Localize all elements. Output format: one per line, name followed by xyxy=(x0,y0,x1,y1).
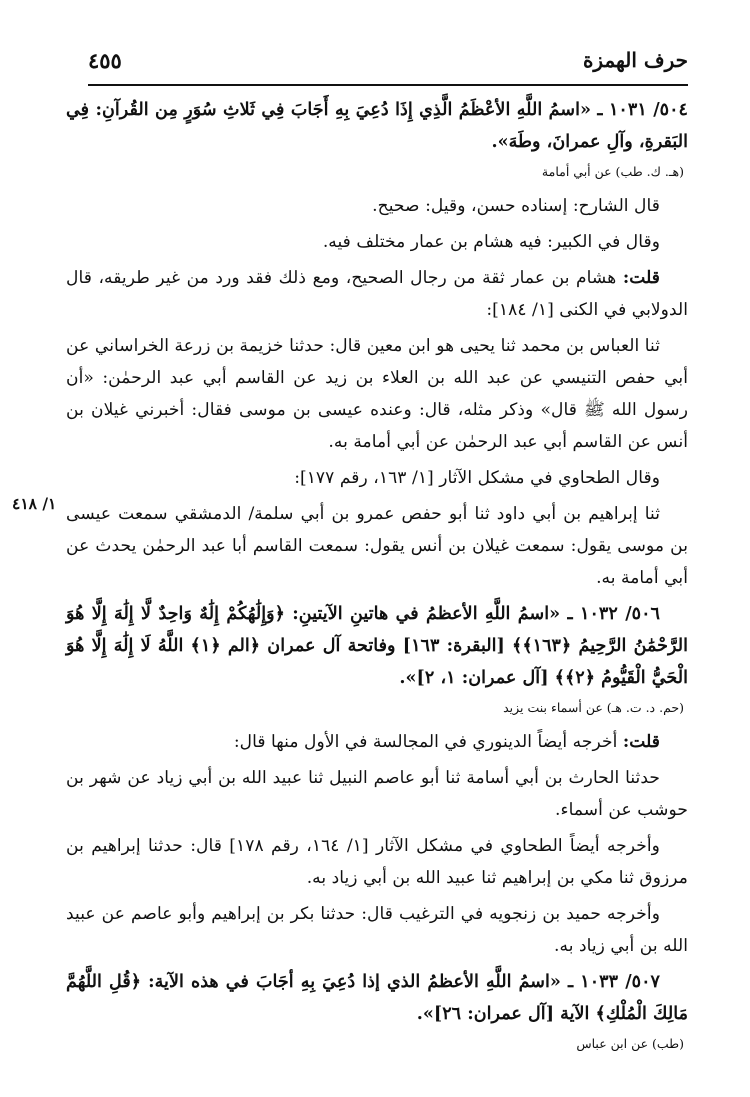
hadith-source: (حم. د. ت. هـ) عن أسماء بنت يزيد xyxy=(503,700,684,715)
commentary-paragraph: ثنا العباس بن محمد ثنا يحيى هو ابن معين قال: حدثنا خزيمة بن زرعة الخراساني عن أبي حفص التنيسي عن عبد الله بن العلاء بن زيد عن القاسم أبي عبد الرحمٰن: «أن رسول الله ﷺ قال» وذكر مثله، قال: وعنده عيسى بن موسى فقال: أخبرني غيلان بن أنس عن القاسم أبي عبد الرحمٰن عن أبي أمامة به. xyxy=(66,336,688,452)
qult-label: قلت: xyxy=(622,268,660,288)
header-title: حرف الهمزة xyxy=(582,48,688,72)
commentary-paragraph xyxy=(66,726,688,758)
margin-volume-page-ref: ١/ ٤١٨ xyxy=(12,494,57,513)
hadith-source: (طب) عن ابن عباس xyxy=(576,1036,684,1051)
paragraph-text: أخرجه أيضاً الدينوري في المجالسة في الأول منها قال: xyxy=(233,732,623,752)
paragraph-text: هشام بن عمار ثقة من رجال الصحيح، ومع ذلك فقد ورد من غير طريقه، قال الدولابي في الكنى [١/ ١٨٤]: xyxy=(66,268,688,320)
commentary-paragraph xyxy=(66,262,688,326)
hadith-text: ٥٠٤/ ١٠٣١ ـ «اسمُ اللَّهِ الأعْظَمُ الَّذِي إِذَا دُعِيَ بِهِ أَجَابَ فِي ثَلاثِ سُوَرٍ مِن القُرآنِ: فِي البَقرةِ، وآلِ عمرانَ، وطَهَ». xyxy=(66,99,688,152)
running-header xyxy=(88,40,688,86)
commentary-paragraph: وأخرجه أيضاً الطحاوي في مشكل الآثار [١/ ١٦٤، رقم ١٧٨] قال: حدثنا إبراهيم بن مرزوق ثنا مكي بن إبراهيم ثنا عبيد الله بن أبي زياد به. xyxy=(66,836,688,888)
commentary-paragraph: وقال الطحاوي في مشكل الآثار [١/ ١٦٣، رقم ١٧٧]: xyxy=(294,468,660,488)
commentary-paragraph: قال الشارح: إسناده حسن، وقيل: صحيح. xyxy=(372,196,660,216)
hadith-text: ٥٠٦/ ١٠٣٢ ـ «اسمُ اللَّهِ الأعظمُ في هاتينِ الآيتينِ: ﴿وَإِلَٰهُكُمْ إِلَٰهٌ وَاحِدٌ لَّا إِلَٰهَ إِلَّا هُوَ الرَّحْمَٰنُ الرَّحِيمُ ﴿١٦٣﴾﴾ [البقرة: ١٦٣] وفاتحة آل عمران ﴿الم ﴿١﴾ اللَّهُ لَا إِلَٰهَ إِلَّا هُوَ الْحَيُّ الْقَيُّومُ ﴿٢﴾﴾ [آل عمران: ١، ٢]». xyxy=(66,603,688,688)
commentary-paragraph: وقال في الكبير: فيه هشام بن عمار مختلف فيه. xyxy=(322,232,660,252)
page-body xyxy=(66,92,688,1062)
page-number: ٤٥٥ xyxy=(88,48,122,73)
hadith-text: ٥٠٧/ ١٠٣٣ ـ «اسمُ اللَّهِ الأعظمُ الذي إذا دُعِيَ بِهِ أجَابَ في هذه الآية: ﴿قُلِ اللَّهُمَّ مَالِكَ الْمُلْكِ﴾ الآية [آل عمران: ٢٦]». xyxy=(66,971,688,1024)
commentary-paragraph: وأخرجه حميد بن زنجويه في الترغيب قال: حدثنا بكر بن إبراهيم وأبو عاصم عن عبيد الله بن أبي زياد به. xyxy=(66,904,688,956)
commentary-paragraph: ثنا إبراهيم بن أبي داود ثنا أبو حفص عمرو بن أبي سلمة/ الدمشقي سمعت عيسى بن موسى يقول: سمعت غيلان بن أنس يقول: سمعت القاسم أبا عبد الرحمٰن يحدث عن أبي أمامة به. xyxy=(66,504,688,588)
qult-label: قلت: xyxy=(622,732,660,752)
commentary-paragraph: حدثنا الحارث بن أبي أسامة ثنا أبو عاصم النبيل ثنا عبيد الله بن أبي زياد عن شهر بن حوشب عن أسماء. xyxy=(66,768,688,820)
hadith-source: (هـ. ك. طب) عن أبي أمامة xyxy=(541,164,684,179)
